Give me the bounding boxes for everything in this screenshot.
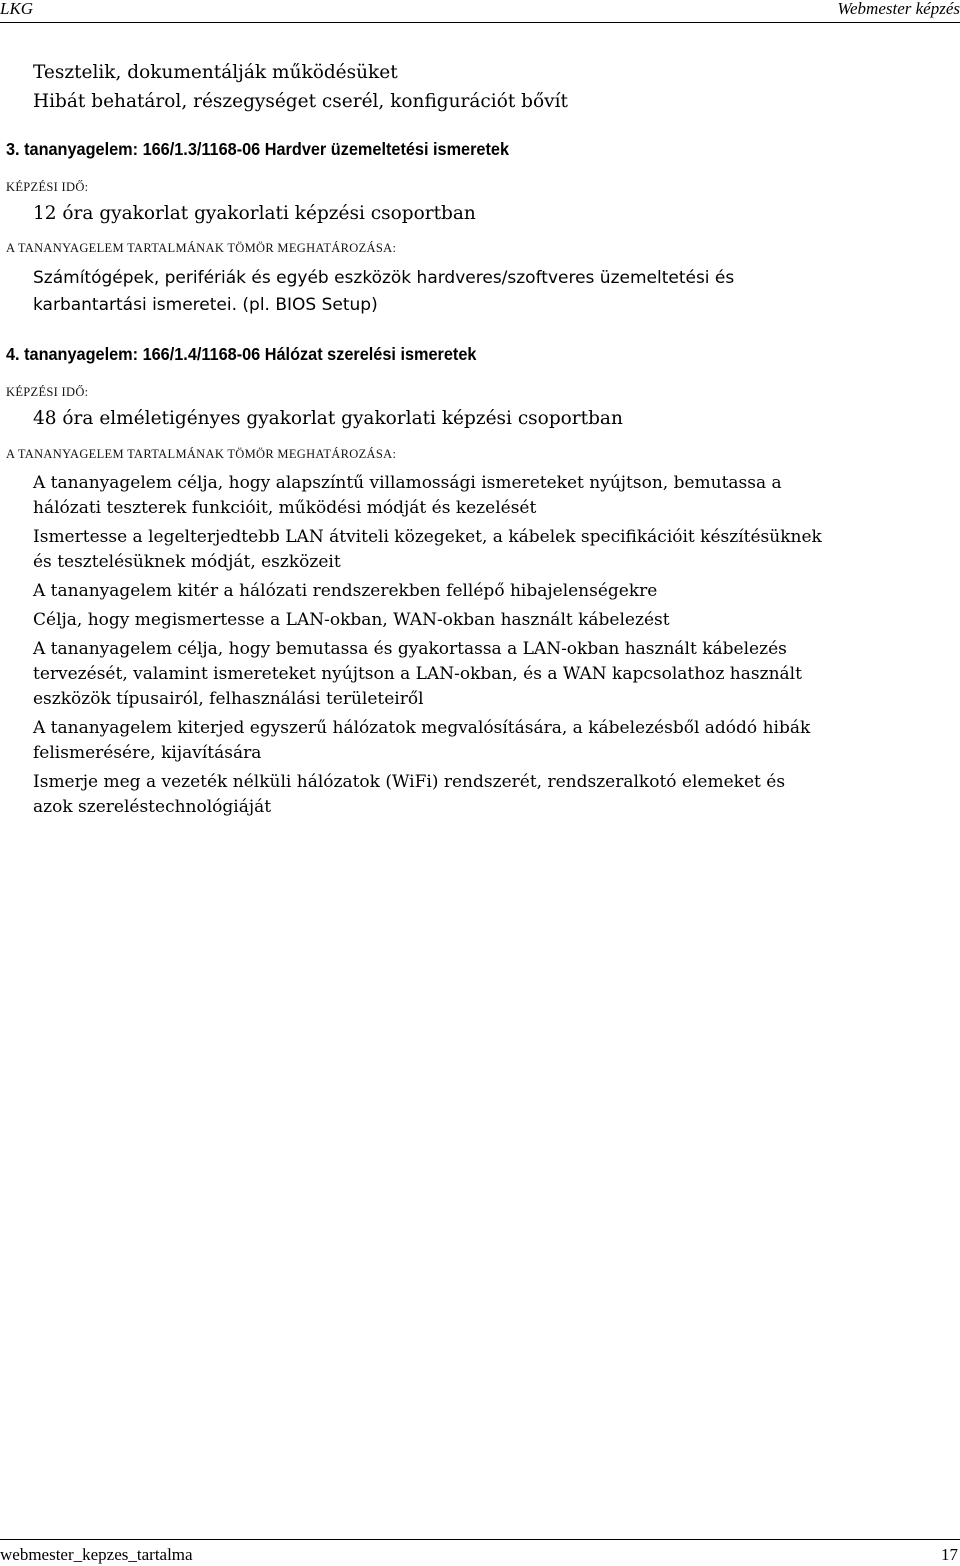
paragraph-line: eszközök típusairól, felhasználási területeiről xyxy=(33,689,424,709)
paragraph xyxy=(33,770,933,820)
section4-content-label: A TANANYAGELEM TARTALMÁNAK TÖMÖR MEGHATÁROZÁSA: xyxy=(6,447,397,461)
paragraph xyxy=(33,525,933,575)
description-line: Számítógépek, perifériák és egyéb eszközök hardveres/szoftveres üzemeltetési és xyxy=(33,268,735,288)
paragraph xyxy=(33,579,933,604)
paragraph-line: azok szereléstechnológiáját xyxy=(33,797,272,817)
paragraph-line: Ismertesse a legelterjedtebb LAN átviteli közegeket, a kábelek specifikációit készítésüknek xyxy=(33,527,822,547)
paragraph-line: A tananyagelem célja, hogy bemutassa és gyakortassa a LAN-okban használt kábelezés xyxy=(33,639,787,659)
page-number: 17 xyxy=(941,1545,958,1564)
paragraph-line: felismerésére, kijavítására xyxy=(33,743,262,763)
paragraph-line: A tananyagelem kiterjed egyszerű hálózatok megvalósítására, a kábelezésből adódó hibák xyxy=(33,718,811,738)
paragraph-line: tervezését, valamint ismereteket nyújtson a LAN-okban, és a WAN kapcsolathoz használt xyxy=(33,664,802,684)
paragraph-line: A tananyagelem célja, hogy alapszíntű villamossági ismereteket nyújtson, bemutassa a xyxy=(33,473,782,493)
header-right: Webmester képzés xyxy=(837,0,960,18)
section3-description xyxy=(33,265,933,319)
section4-time-label: KÉPZÉSI IDŐ: xyxy=(6,385,89,399)
intro-line: Tesztelik, dokumentálják működésüket xyxy=(33,62,398,83)
section4-description xyxy=(33,471,933,824)
header-left: LKG xyxy=(0,0,34,18)
paragraph xyxy=(33,637,933,712)
section3-time-value: 12 óra gyakorlat gyakorlati képzési csoportban xyxy=(33,203,476,224)
footer-filename: webmester_kepzes_tartalma xyxy=(0,1545,193,1564)
section3-time-label: KÉPZÉSI IDŐ: xyxy=(6,180,89,194)
paragraph-line: Célja, hogy megismertesse a LAN-okban, WAN-okban használt kábelezést xyxy=(33,610,670,630)
section4-time-value: 48 óra elméletigényes gyakorlat gyakorlati képzési csoportban xyxy=(33,408,623,429)
paragraph xyxy=(33,471,933,521)
section4-title: 4. tananyagelem: 166/1.4/1168-06 Hálózat szerelési ismeretek xyxy=(6,344,477,364)
paragraph-line: és tesztelésüknek módját, eszközeit xyxy=(33,552,341,572)
page-footer xyxy=(0,1539,960,1566)
intro-line: Hibát behatárol, részegységet cserél, konfigurációt bővít xyxy=(33,91,568,112)
section3-title: 3. tananyagelem: 166/1.3/1168-06 Hardver üzemeltetési ismeretek xyxy=(6,139,510,159)
paragraph xyxy=(33,608,933,633)
paragraph xyxy=(33,716,933,766)
description-line: karbantartási ismeretei. (pl. BIOS Setup) xyxy=(33,295,378,315)
paragraph-line: Ismerje meg a vezeték nélküli hálózatok (WiFi) rendszerét, rendszeralkotó elemeket és xyxy=(33,772,786,792)
paragraph-line: hálózati teszterek funkcióit, működési módját és kezelését xyxy=(33,498,537,518)
paragraph-line: A tananyagelem kitér a hálózati rendszerekben fellépő hibajelenségekre xyxy=(33,581,658,601)
page-header xyxy=(0,0,960,23)
intro-lines xyxy=(33,58,568,116)
section3-content-label: A TANANYAGELEM TARTALMÁNAK TÖMÖR MEGHATÁROZÁSA: xyxy=(6,241,397,255)
